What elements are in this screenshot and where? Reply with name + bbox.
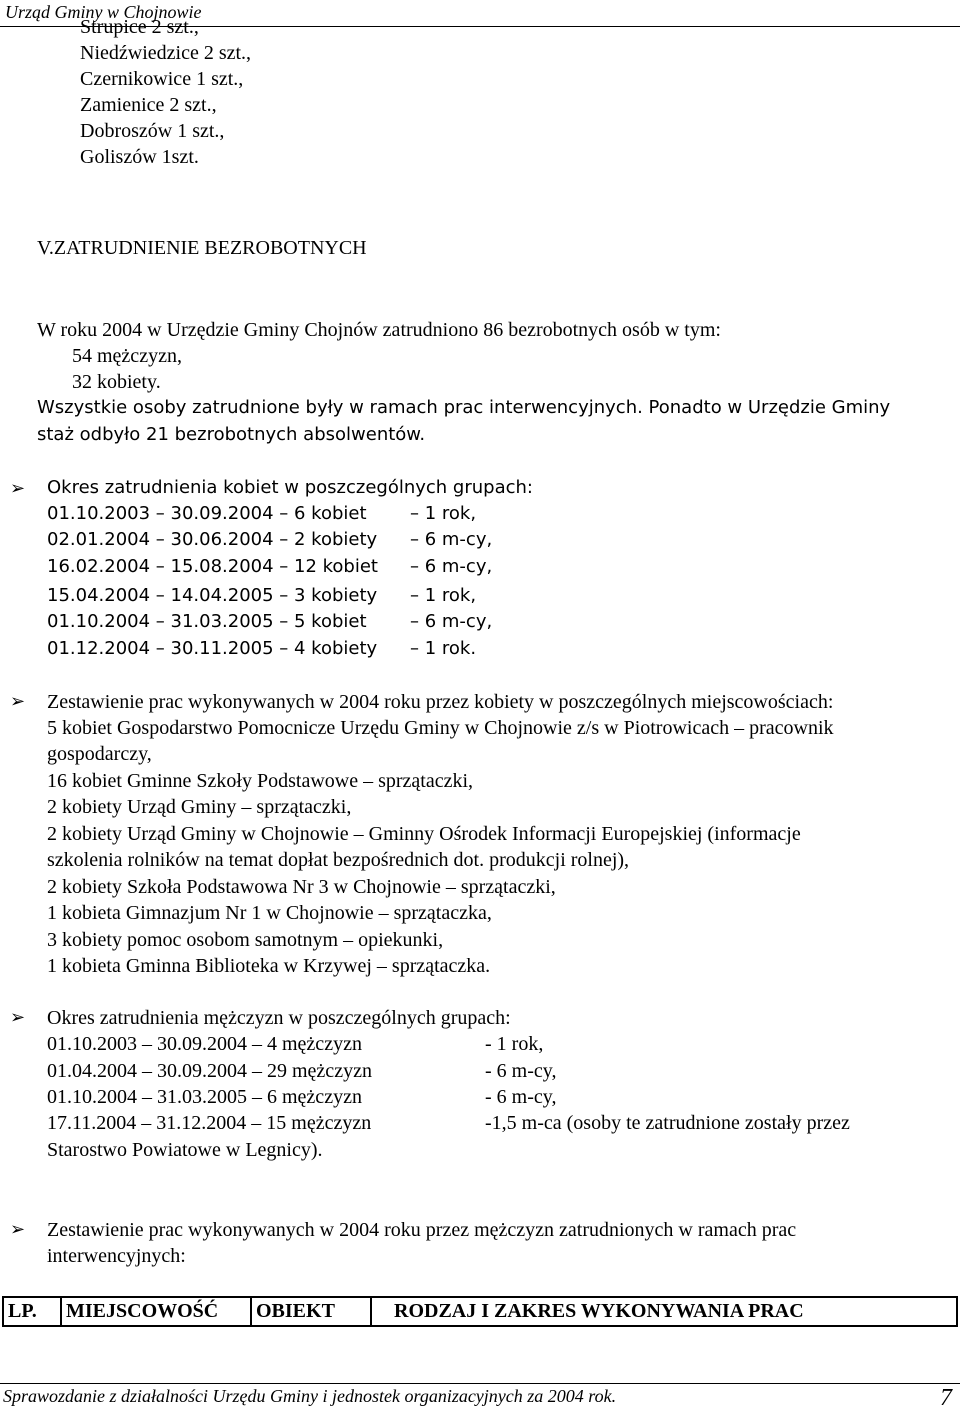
section-title: V.ZATRUDNIENIE BEZROBOTNYCH: [37, 237, 367, 259]
women-period-duration: – 6 m-cy,: [410, 611, 493, 632]
arrow-bullet-icon: ➢: [10, 691, 26, 711]
women-period-duration: – 1 rok,: [410, 585, 477, 606]
footer-text: Sprawozdanie z działalności Urzędu Gminy i jednostek organizacyjnych za 2004 rok.: [3, 1386, 617, 1406]
table-header-cell: RODZAJ I ZAKRES WYKONYWANIA PRAC: [371, 1297, 957, 1326]
table-header-row: [3, 1297, 957, 1326]
women-period-dates: 02.01.2004 – 30.06.2004 – 2 kobiety: [47, 529, 378, 550]
men-period-duration: - 1 rok,: [485, 1033, 544, 1055]
works-table: [2, 1296, 958, 1327]
men-period-continuation: Starostwo Powiatowe w Legnicy).: [47, 1139, 323, 1161]
women-work-line: 2 kobiety Urząd Gminy – sprzątaczki,: [47, 796, 352, 818]
men-periods-title: Okres zatrudnienia mężczyzn w poszczególnych grupach:: [47, 1007, 511, 1029]
men-period-dates: 01.04.2004 – 30.09.2004 – 29 mężczyzn: [47, 1060, 372, 1082]
intro-line: staż odbyło 21 bezrobotnych absolwentów.: [37, 424, 426, 445]
intro-line: 54 mężczyzn,: [72, 345, 182, 367]
men-period-dates: 01.10.2004 – 31.03.2005 – 6 mężczyzn: [47, 1086, 362, 1108]
women-periods-title: Okres zatrudnienia kobiet w poszczególnych grupach:: [47, 477, 533, 498]
intro-line: Wszystkie osoby zatrudnione były w ramach prac interwencyjnych. Ponadto w Urzędzie Gminy: [37, 397, 891, 418]
list-item: Strupice 2 szt.,: [80, 16, 199, 38]
arrow-bullet-icon: ➢: [10, 1007, 26, 1027]
women-work-line: 1 kobieta Gimnazjum Nr 1 w Chojnowie – sprzątaczka,: [47, 902, 492, 924]
women-period-dates: 16.02.2004 – 15.08.2004 – 12 kobiet: [47, 556, 378, 577]
arrow-bullet-icon: ➢: [10, 1219, 26, 1239]
women-period-dates: 01.10.2004 – 31.03.2005 – 5 kobiet: [47, 611, 367, 632]
women-work-line: 3 kobiety pomoc osobom samotnym – opiekunki,: [47, 929, 444, 951]
table-header-cell: MIEJSCOWOŚĆ: [61, 1297, 251, 1326]
men-period-duration: -1,5 m-ca (osoby te zatrudnione zostały przez: [485, 1112, 850, 1134]
intro-line: 32 kobiety.: [72, 371, 161, 393]
table-header-cell: LP.: [3, 1297, 61, 1326]
page-number: 7: [940, 1385, 952, 1411]
men-period-dates: 01.10.2003 – 30.09.2004 – 4 mężczyzn: [47, 1033, 362, 1055]
men-period-duration: - 6 m-cy,: [485, 1086, 557, 1108]
men-work-title: interwencyjnych:: [47, 1245, 186, 1267]
women-period-duration: – 1 rok,: [410, 503, 477, 524]
women-period-duration: – 1 rok.: [410, 638, 477, 659]
women-period-dates: 15.04.2004 – 14.04.2005 – 3 kobiety: [47, 585, 378, 606]
women-work-line: 16 kobiet Gminne Szkoły Podstawowe – sprzątaczki,: [47, 770, 474, 792]
intro-line: W roku 2004 w Urzędzie Gminy Chojnów zatrudniono 86 bezrobotnych osób w tym:: [37, 319, 721, 341]
women-work-title: Zestawienie prac wykonywanych w 2004 roku przez kobiety w poszczególnych miejscowościach:: [47, 691, 834, 713]
list-item: Goliszów 1szt.: [80, 146, 199, 168]
women-period-duration: – 6 m-cy,: [410, 529, 493, 550]
women-period-dates: 01.10.2003 – 30.09.2004 – 6 kobiet: [47, 503, 367, 524]
list-item: Czernikowice 1 szt.,: [80, 68, 244, 90]
arrow-bullet-icon: ➢: [10, 478, 26, 498]
list-item: Dobroszów 1 szt.,: [80, 120, 225, 142]
women-work-line: 2 kobiety Szkoła Podstawowa Nr 3 w Chojnowie – sprzątaczki,: [47, 876, 556, 898]
women-period-duration: – 6 m-cy,: [410, 556, 493, 577]
women-work-line: szkolenia rolników na temat dopłat bezpośrednich dot. produkcji rolnej),: [47, 849, 630, 871]
women-work-line: gospodarczy,: [47, 743, 152, 765]
men-period-dates: 17.11.2004 – 31.12.2004 – 15 mężczyzn: [47, 1112, 372, 1134]
women-period-dates: 01.12.2004 – 30.11.2005 – 4 kobiety: [47, 638, 378, 659]
footer-rule: [0, 1383, 960, 1384]
women-work-line: 1 kobieta Gminna Biblioteka w Krzywej – sprzątaczka.: [47, 955, 491, 977]
list-item: Niedźwiedzice 2 szt.,: [80, 42, 252, 64]
table-header-cell: OBIEKT: [251, 1297, 371, 1326]
list-item: Zamienice 2 szt.,: [80, 94, 217, 116]
men-work-title: Zestawienie prac wykonywanych w 2004 roku przez mężczyzn zatrudnionych w ramach prac: [47, 1219, 797, 1241]
women-work-line: 5 kobiet Gospodarstwo Pomocnicze Urzędu Gminy w Chojnowie z/s w Piotrowicach – pracownik: [47, 717, 834, 739]
women-work-line: 2 kobiety Urząd Gminy w Chojnowie – Gminny Ośrodek Informacji Europejskiej (informacje: [47, 823, 801, 845]
men-period-duration: - 6 m-cy,: [485, 1060, 557, 1082]
page-header-title: Urząd Gminy w Chojnowie: [5, 2, 202, 22]
